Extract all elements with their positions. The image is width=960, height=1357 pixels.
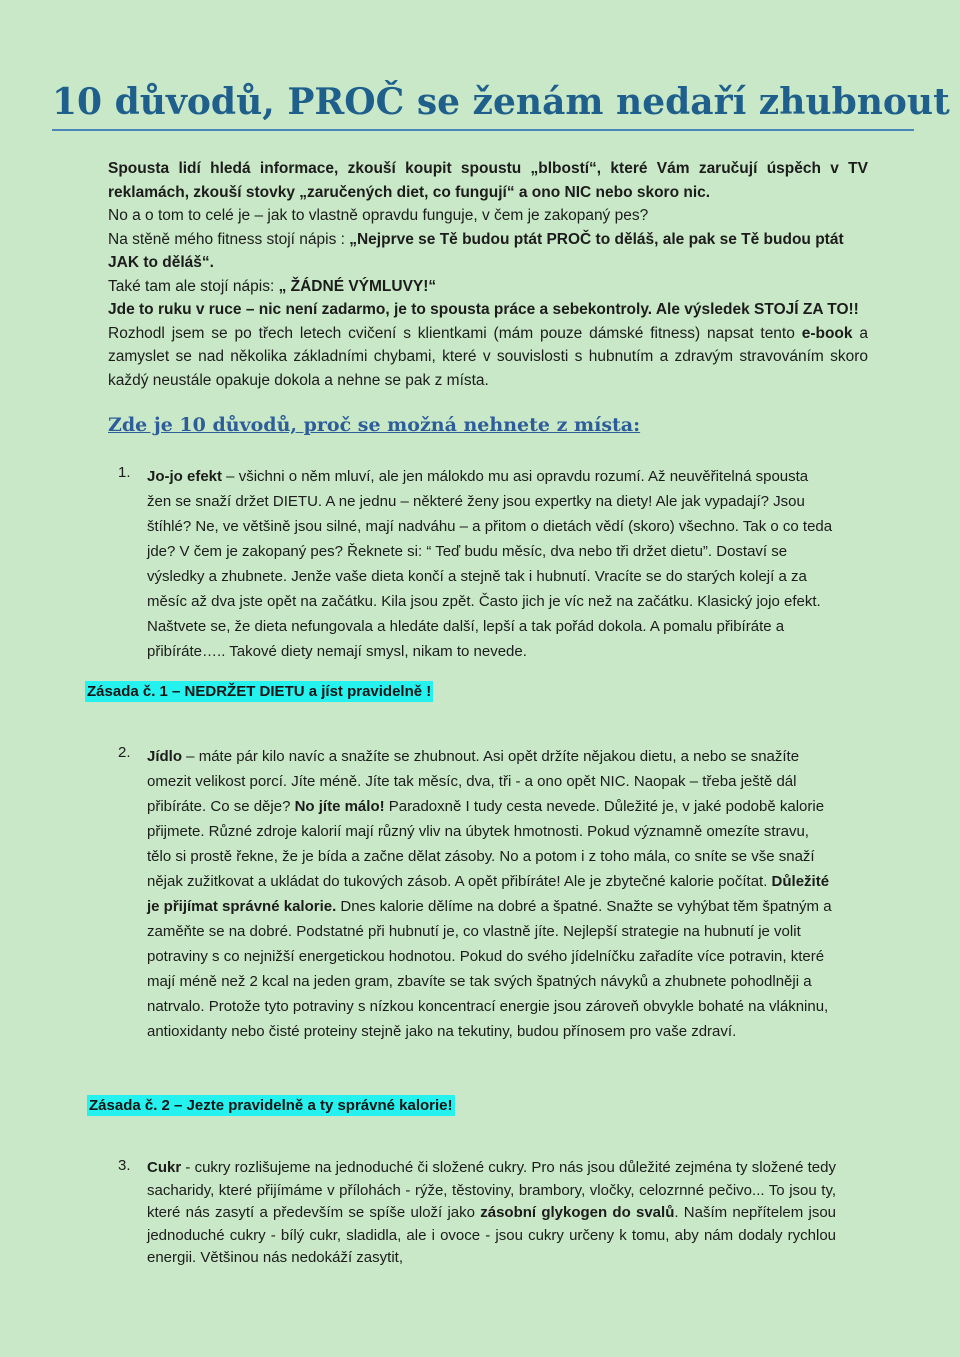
list-item-text-e: Dnes kalorie dělíme na dobré a špatné. Snažte se vyhýbat těm špatným a zaměňte se na dobré. Podstatné při hubnutí je, co vlastně jíte. Nejlepší strategie na hubnutí je volit potraviny s co nejnižší energetickou hodnotou. Pokud do svého jídelníčku zařadíte více potravin, které mají méně než 2 kcal na jeden gram, zbavíte se tak svých špatných návyků a zhubnete pohodlněji a natrvalo. Protože tyto potraviny s nízkou koncentrací energie jsou zároveň obvykle bohaté na vlákninu, antioxidanty nebo čisté proteiny stejně jako na tekutiny, budou přínosem pro vaše zdraví. (147, 898, 832, 1040)
list-item-body (147, 464, 836, 664)
list-item-number: 2. (118, 744, 131, 761)
intro-p6-ebook: e-book (801, 324, 853, 342)
page-title: 10 důvodů, PROČ se ženám nedaří zhubnout (52, 81, 950, 123)
list-item-1 (118, 464, 836, 664)
list-item-text-a: - cukry rozlišujeme na jednoduché či složené cukry. Pro nás jsou důležité zejména ty složené tedy sacharidy, které přijímáme v přílohách - rýže, těstoviny, brambory, vločky, celozrnné pečivo... To jsou ty, které nás zasytí a především se spíše uloží jako (147, 1159, 836, 1221)
intro-p4-text: Také tam ale stojí nápis: (108, 277, 279, 295)
list-item-bold-b: No jíte málo! (294, 798, 385, 815)
list-item-body (147, 744, 836, 1044)
list-item-text: – všichni o něm mluví, ale jen málokdo mu asi opravdu rozumí. Až neuvěřitelná spousta žen se snaží držet DIETU. A ne jednu – některé ženy jsou expertky na diety! Ale jak vypadají? Jsou štíhlé? Ne, ve většině jsou silné, mají nadváhu – a přitom o dietách vědí (skoro) všechno. Tak o co teda jde? V čem je zakopaný pes? Řeknete si: “ Teď budu měsíc, dva nebo tři držet dietu”. Dostaví se výsledky a zhubnete. Jenže vaše dieta končí a stejně tak i hubnutí. Vracíte se do starých kolejí a za měsíc až dva jste opět na začátku. Kila jsou zpět. Často jich je víc než na začátku. Klasický jojo efekt. Naštvete se, že dieta nefungovala a hledáte další, lepší a tak pořád dokola. A pomalu přibíráte a přibíráte….. Takové diety nemají smysl, nikam to nevede. (147, 468, 833, 660)
intro-p3-quote: „Nejprve se Tě budou ptát PROČ to děláš, ale pak se Tě budou ptát JAK to děláš“. (108, 230, 844, 271)
intro-paragraph-5 (108, 298, 868, 322)
intro-paragraph-4 (108, 275, 868, 299)
intro-p3-text: Na stěně mého fitness stojí nápis : (108, 230, 350, 248)
reasons-heading: Zde je 10 důvodů, proč se možná nehnete z místa: (108, 414, 641, 436)
rule-highlight-2: Zásada č. 2 – Jezte pravidelně a ty správné kalorie! (89, 1097, 453, 1114)
list-item-body (147, 1157, 836, 1270)
intro-p5-text: Jde to ruku v ruce – nic není zadarmo, je to spousta práce a sebekontroly. Ale výsledek STOJÍ ZA TO!! (108, 301, 859, 318)
list-item-term: Jo-jo efekt (147, 468, 223, 485)
list-item-text-a: – máte pár kilo navíc a snažíte se zhubnout. Asi opět držíte nějakou dietu, a nebo se snažíte omezit velikost porcí. Jíte méně. Jíte tak měsíc, dva, tři - a ono opět NIC. Naopak – třeba ještě dál přibíráte. Co se děje? (147, 748, 800, 815)
intro-lead-text: Spousta lidí hledá informace, zkouší koupit spoustu „blbostí“, které Vám zaručují úspěch v TV reklamách, zkouší stovky „zaručených diet, co fungují“ a ono NIC nebo skoro nic. (108, 160, 868, 201)
list-item-2 (118, 744, 836, 1044)
list-item-bold-d: Důležité je přijímat správné kalorie. (147, 873, 830, 915)
list-item-3 (118, 1157, 836, 1270)
intro-paragraph-1 (108, 157, 868, 204)
intro-p4-quote: „ ŽÁDNÉ VÝMLUVY!“ (278, 277, 437, 295)
intro-paragraph-6 (108, 322, 868, 393)
list-item-term: Jídlo (147, 748, 183, 765)
list-item-bold-b: zásobní glykogen do svalů (480, 1204, 675, 1221)
intro-paragraph-3 (108, 228, 868, 275)
list-item-text-c: . Naším nepřítelem jsou jednoduché cukry - bílý cukr, sladidla, ale i ovoce - jsou cukry určeny k tomu, aby nám dodaly rychlou energii. Většinou nás nedokáží zasytit, (147, 1204, 836, 1266)
title-underline (52, 129, 914, 131)
intro-paragraph-2: No a o tom to celé je – jak to vlastně opravdu funguje, v čem je zakopaný pes? (108, 207, 649, 224)
intro-p6-text-a: Rozhodl jsem se po třech letech cvičení s klientkami (mám pouze dámské fitness) napsat tento (108, 324, 802, 342)
list-item-text-c: Paradoxně I tudy cesta nevede. Důležité je, v jaké podobě kalorie přijmete. Různé zdroje kalorií mají různý vliv na úbytek hmotnosti. Pokud významně omezíte stravu, tělo si prostě řekne, že je bída a začne dělat zásoby. No a potom i z toho mála, co sníte se vše snaží nějak zužitkovat a ukládat do tukových zásob. A opět přibíráte! Ale je zbytečné kalorie počítat. (147, 798, 825, 890)
list-item-number: 1. (118, 464, 131, 481)
intro-section (108, 157, 868, 392)
list-item-term: Cukr (147, 1159, 182, 1176)
rule-highlight-1: Zásada č. 1 – NEDRŽET DIETU a jíst pravidelně ! (87, 683, 432, 700)
intro-p6-text-c: a zamyslet se nad několika základními chybami, které v souvislosti s hubnutím a zdravým stravováním skoro každý neustále opakuje dokola a nehne se pak z místa. (108, 324, 868, 389)
list-item-number: 3. (118, 1157, 131, 1174)
